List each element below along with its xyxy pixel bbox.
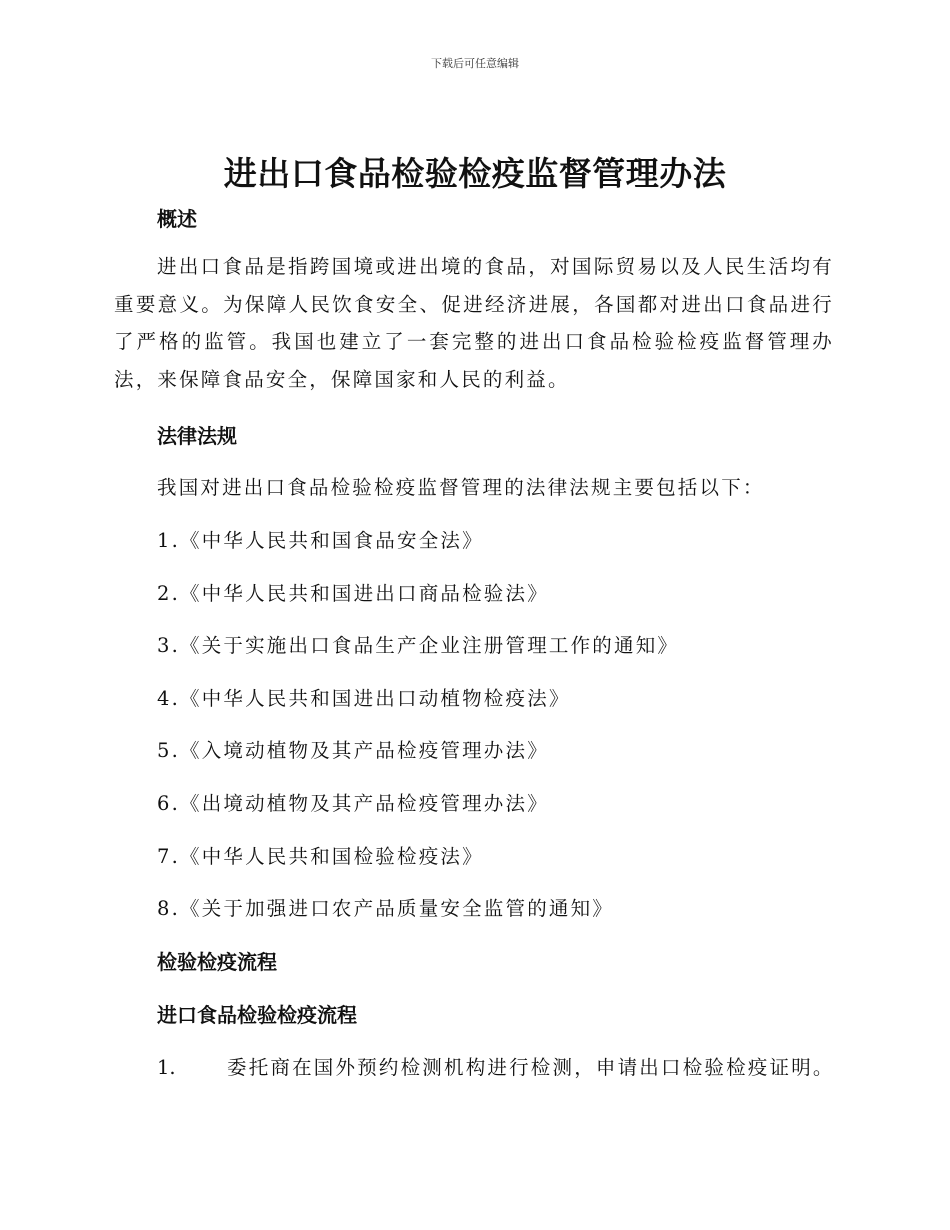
document-title: 进出口食品检验检疫监督管理办法 bbox=[223, 154, 727, 193]
process-step-1 bbox=[157, 1052, 835, 1080]
law-item-6: 6.《出境动植物及其产品检疫管理办法》 bbox=[157, 792, 549, 815]
law-item-8: 8.《关于加强进口农产品质量安全监管的通知》 bbox=[157, 897, 615, 920]
law-item-2: 2.《中华人民共和国进出口商品检验法》 bbox=[157, 582, 549, 605]
laws-intro: 我国对进出口食品检验检疫监督管理的法律法规主要包括以下： bbox=[157, 476, 765, 499]
step-number: 1. bbox=[157, 1056, 176, 1079]
laws-heading: 法律法规 bbox=[157, 424, 237, 448]
page-header-note: 下载后可任意编辑 bbox=[431, 57, 519, 70]
law-item-4: 4.《中华人民共和国进出口动植物检疫法》 bbox=[157, 687, 571, 710]
law-item-5: 5.《入境动植物及其产品检疫管理办法》 bbox=[157, 739, 549, 762]
step-text: 委托商在国外预约检测机构进行检测，申请出口检验检疫证明。 bbox=[227, 1056, 835, 1079]
law-item-7: 7.《中华人民共和国检验检疫法》 bbox=[157, 845, 484, 868]
overview-paragraph: 进出口食品是指跨国境或进出境的食品，对国际贸易以及人民生活均有重要意义。为保障人民饮食安全、促进经济进展，各国都对进出口食品进行了严格的监管。我国也建立了一套完整的进出口食品检验检疫监督管理办法，来保障食品安全，保障国家和人民的利益。 bbox=[114, 255, 834, 391]
import-process-subheading: 进口食品检验检疫流程 bbox=[157, 1003, 357, 1027]
law-item-1: 1.《中华人民共和国食品安全法》 bbox=[157, 529, 484, 552]
overview-heading: 概述 bbox=[157, 207, 197, 231]
process-heading: 检验检疫流程 bbox=[157, 950, 277, 974]
law-item-3: 3.《关于实施出口食品生产企业注册管理工作的通知》 bbox=[157, 634, 680, 657]
